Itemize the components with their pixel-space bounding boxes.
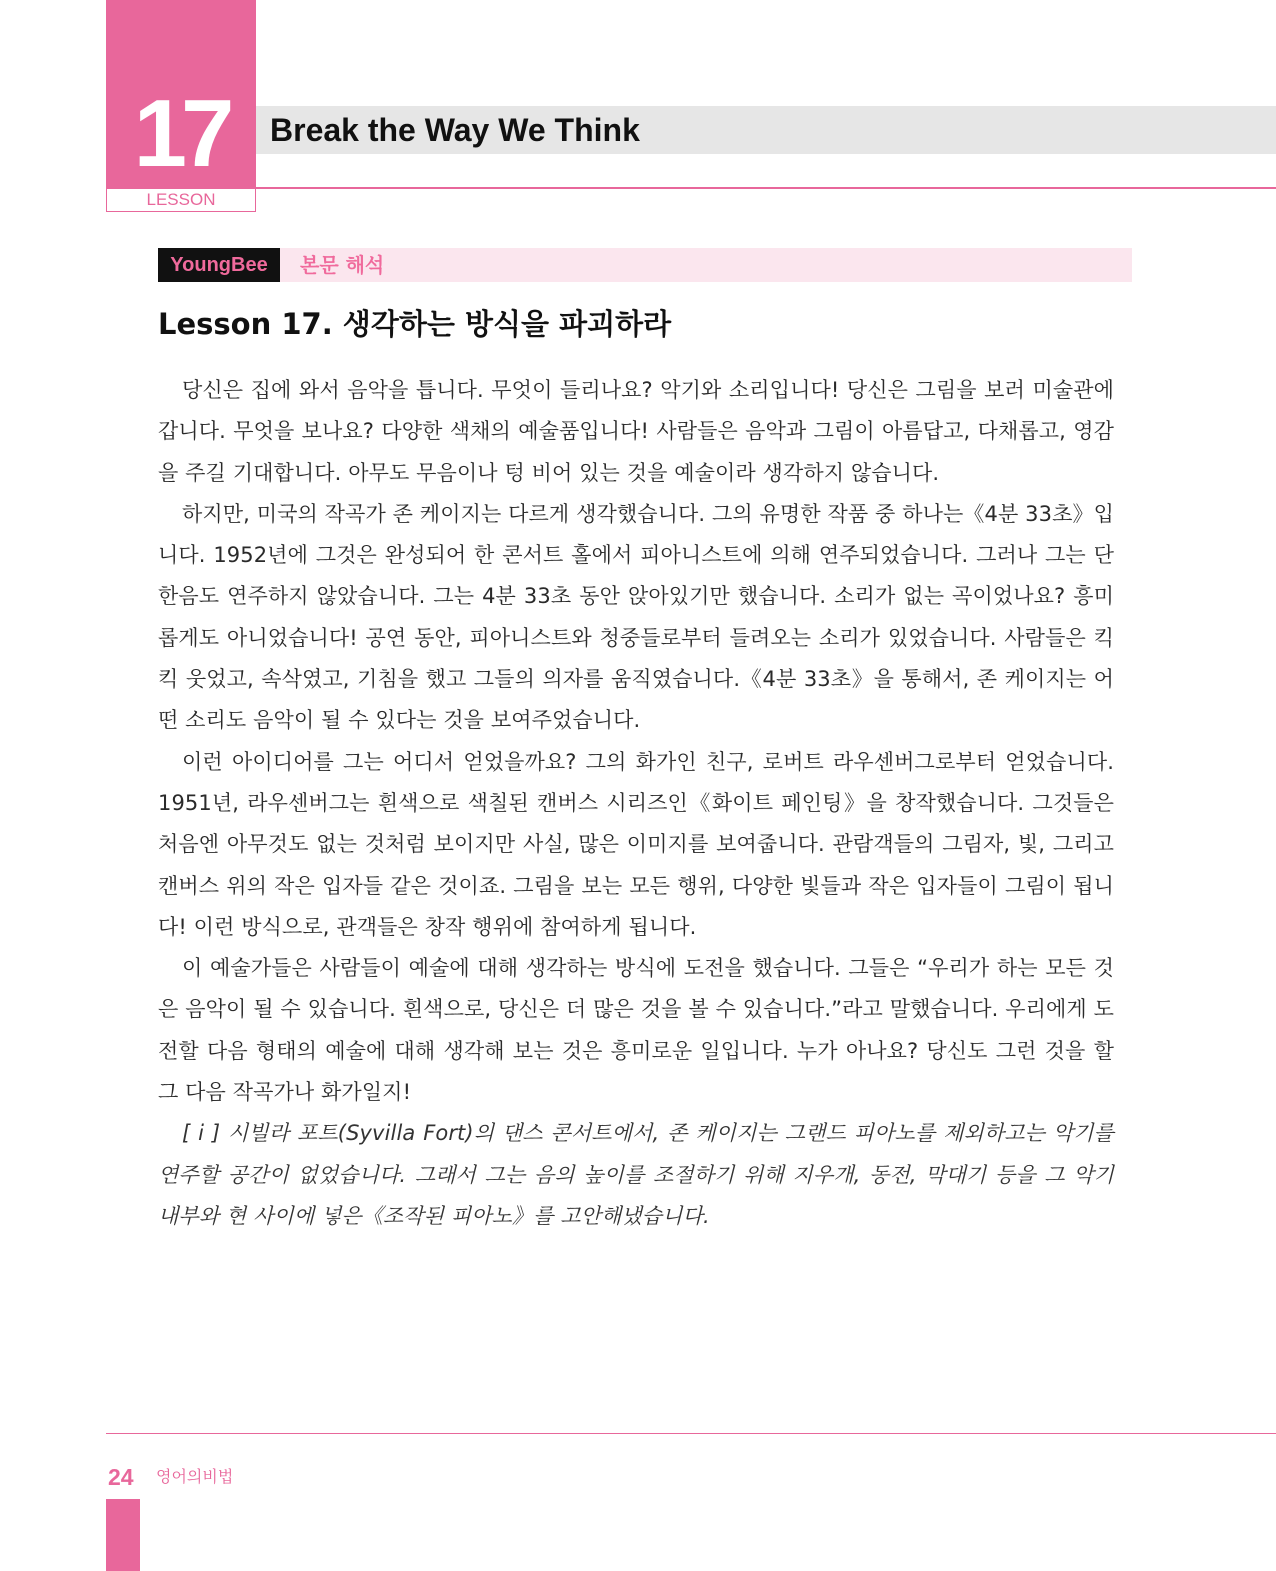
- body-text: [158, 370, 1114, 1237]
- lesson-label: LESSON: [106, 188, 256, 212]
- paragraph: 이 예술가들은 사람들이 예술에 대해 생각하는 방식에 도전을 했습니다. 그들은 “우리가 하는 모든 것 은 음악이 될 수 있습니다. 흰색으로, 당신은 더 많은 것을 볼 수 있습니다.”라고 말했습니다. 우리에게 도전할 다음 형태의 예술에 대해 생각해 보는 것은 흥미로운 일입니다. 누가 아나요? 당신도 그런 것을 할 그 다음 작곡가나 화가일지!: [158, 956, 1114, 1105]
- brand-tag: YoungBee: [158, 248, 280, 282]
- section-label: 본문 해석: [300, 253, 385, 277]
- lesson-title: Break the Way We Think: [270, 112, 640, 148]
- info-note: [ i ] 시빌라 포트(Syvilla Fort)의 댄스 콘서트에서, 존 케이지는 그랜드 피아노를 제외하고는 악기를 연주할 공간이 없었습니다. 그래서 그는 음의 높이를 조절하기 위해 지우개, 동전, 막대기 등을 그 악기 내부와 현 사이에 넣은《조작된 피아노》를 고안해냈습니다.: [158, 1121, 1114, 1228]
- page-heading: Lesson 17. 생각하는 방식을 파괴하라: [158, 307, 672, 341]
- paragraph: 이런 아이디어를 그는 어디서 얻었을까요? 그의 화가인 친구, 로버트 라우센버그로부터 얻었습니다. 1951년, 라우센버그는 흰색으로 색칠된 캔버스 시리즈인《화이트 페인팅》을 창작했습니다. 그것들은 처음엔 아무것도 없는 것처럼 보이지만 사실, 많은 이미지를 보여줍니다. 관람객들의 그림자, 빛, 그리고 캔버스 위의 작은 입자들 같은 것이죠. 그림을 보는 모든 행위, 다양한 빛들과 작은 입자들이 그림이 됩니다! 이런 방식으로, 관객들은 창작 행위에 참여하게 됩니다.: [158, 749, 1114, 939]
- book-title: 영어의비법: [156, 1467, 234, 1486]
- lesson-number-block: [106, 0, 256, 190]
- footer-divider: [106, 1433, 1276, 1434]
- paragraph: 당신은 집에 와서 음악을 틉니다. 무엇이 들리나요? 악기와 소리입니다! 당신은 그림을 보러 미술관에 갑니다. 무엇을 보나요? 다양한 색채의 예술품입니다! 사람들은 음악과 그림이 아름답고, 다채롭고, 영감을 주길 기대합니다. 아무도 무음이나 텅 비어 있는 것을 예술이라 생각하지 않습니다.: [158, 378, 1114, 485]
- lesson-number: 17: [133, 80, 229, 187]
- paragraph: 하지만, 미국의 작곡가 존 케이지는 다르게 생각했습니다. 그의 유명한 작품 중 하나는《4분 33초》입니다. 1952년에 그것은 완성되어 한 콘서트 홀에서 피아니스트에 의해 연주되었습니다. 그러나 그는 단 한음도 연주하지 않았습니다. 그는 4분 33초 동안 앉아있기만 했습니다. 소리가 없는 곡이었나요? 흥미롭게도 아니었습니다! 공연 동안, 피아니스트와 청중들로부터 들려오는 소리가 있었습니다. 사람들은 킥킥 웃었고, 속삭였고, 기침을 했고 그들의 의자를 움직였습니다.《4분 33초》을 통해서, 존 케이지는 어떤 소리도 음악이 될 수 있다는 것을 보여주었습니다.: [158, 501, 1114, 733]
- footer-accent-block: [106, 1499, 140, 1571]
- page-number: 24: [108, 1464, 134, 1490]
- title-divider: [256, 187, 1276, 189]
